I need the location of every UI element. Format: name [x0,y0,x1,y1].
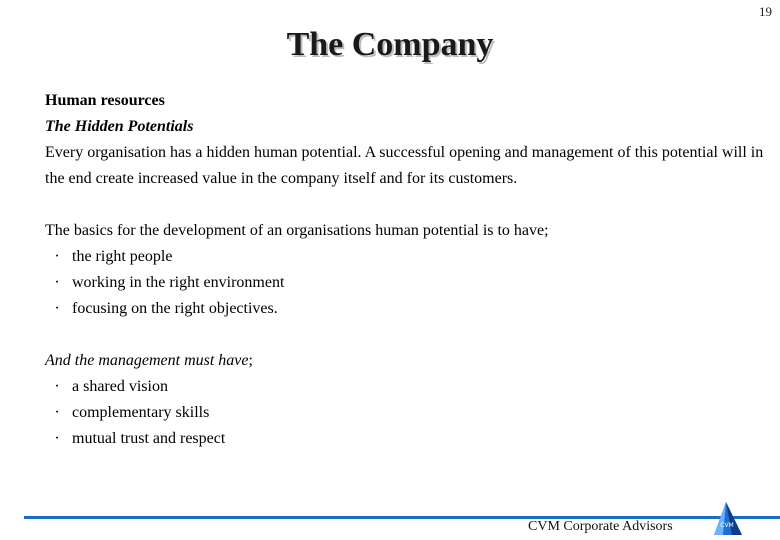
list-item [45,400,765,426]
list-item-text: a shared vision [72,378,168,395]
footer-company-name: CVM Corporate Advisors [528,519,673,534]
list-item [45,244,765,270]
section-heading: Human resources [45,92,165,109]
management-intro-italic: And the management must have [45,352,249,369]
management-intro [45,348,765,374]
list-item [45,296,765,322]
list-item-text: working in the right environment [72,274,285,291]
management-intro-suffix: ; [248,352,253,369]
bullet-icon: · [54,300,60,317]
page-title: The Company [286,26,494,63]
bullet-icon: · [54,404,60,421]
spacer [45,322,765,348]
list-item [45,270,765,296]
list-item-text: the right people [72,248,173,265]
bullet-icon: · [54,248,60,265]
slide-content [45,88,765,452]
management-list [45,374,765,452]
list-item-text: complementary skills [72,404,210,421]
spacer [45,192,765,218]
bullet-icon: · [54,378,60,395]
cvm-triangle-logo-icon [706,500,746,540]
logo-text: CVM [720,522,734,529]
bullet-icon: · [54,430,60,447]
bullet-icon: · [54,274,60,291]
list-item-text: focusing on the right objectives. [72,300,278,317]
basics-list [45,244,765,322]
section-subheading: The Hidden Potentials [45,118,194,135]
list-item [45,374,765,400]
list-item-text: mutual trust and respect [72,430,226,447]
page-number: 19 [759,4,772,19]
list-item [45,426,765,452]
basics-intro: The basics for the development of an organisations human potential is to have; [45,222,549,239]
section-paragraph: Every organisation has a hidden human potential. A successful opening and management of this potential will in the end create increased value in the company itself and for its customers. [45,144,764,187]
